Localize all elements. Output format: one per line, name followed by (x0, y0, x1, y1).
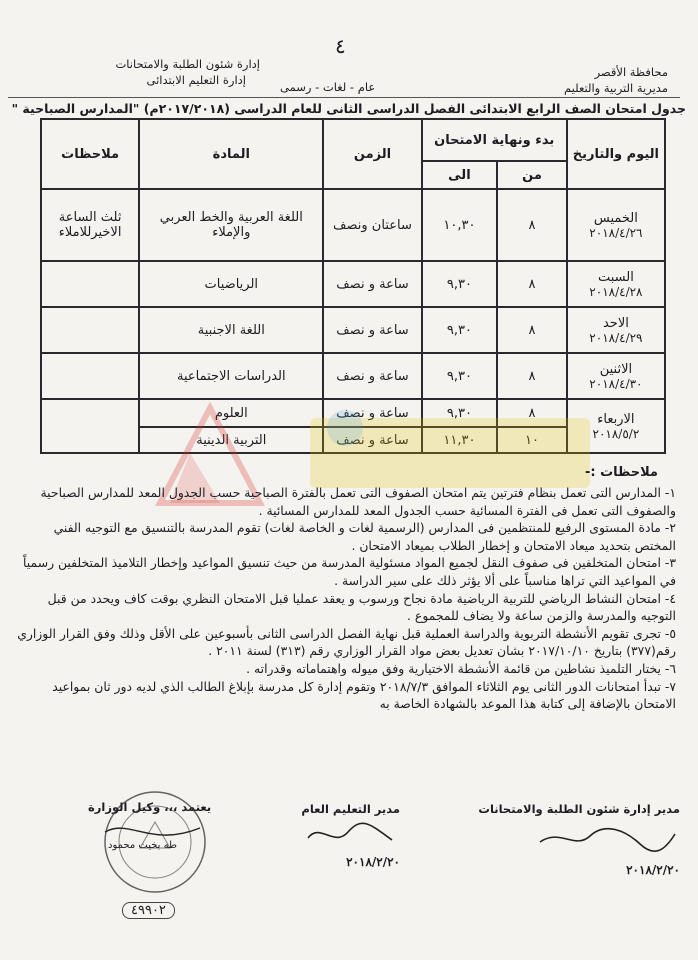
from-cell: ٨ (497, 307, 567, 353)
table-row (41, 261, 665, 307)
page-number: ٤ (335, 34, 346, 58)
table-row (41, 353, 665, 399)
handwritten-signature-icon (300, 818, 400, 852)
to-cell: ٩,٣٠ (422, 353, 498, 399)
student-affairs-label: إدارة شئون الطلبة والامتحانات (115, 57, 260, 71)
day-cell (567, 399, 665, 453)
school-type-label: عام - لغات - رسمى (280, 80, 376, 94)
handwritten-signature-icon (530, 820, 680, 860)
note-item: ٢- مادة المستوى الرفيع للمنتظمين فى المدارس (الرسمية لغات و الخاصة لغات) تقوم المدرسة بالتنسيق مع التوجيه الفني المختص بتحديد ميعاد الامتحان و إخطار الطلاب بميعاد الامتحان . (53, 520, 676, 553)
day-cell (567, 189, 665, 261)
note-cell (41, 353, 139, 399)
day-cell (567, 307, 665, 353)
note-cell (41, 307, 139, 353)
day-name: الاثنين (599, 361, 633, 377)
header-notes: ملاحظات (41, 119, 139, 189)
day-cell (567, 353, 665, 399)
day-name: الخميس (593, 210, 638, 226)
signature-title: مدير إدارة شئون الطلبة والامتحانات (478, 802, 680, 816)
signature-date: ٢٠١٨/٢/٢٠ (626, 863, 680, 877)
note-item: ٣- امتحان المتخلفين فى صفوف النقل لجميع المواد مسئولية المدرسة من حيث تنسيق المواعيد وإخطار التلاميذ المتخلفين رسمياً في المواعيد التي تراها مناسباً على ألا يؤثر ذلك على سير الدراسة . (23, 555, 676, 588)
header-from: من (497, 161, 567, 189)
from-cell: ٨ (497, 353, 567, 399)
duration-cell: ساعة و نصف (323, 427, 421, 453)
header-to: الى (422, 161, 498, 189)
signature-date: ٢٠١٨/٢/٢٠ (346, 855, 400, 869)
primary-edu-label: إدارة التعليم الابتدائى (146, 73, 246, 87)
to-cell: ٩,٣٠ (422, 261, 498, 307)
to-cell: ٩,٣٠ (422, 399, 498, 427)
header-start-end: بدء ونهاية الامتحان (422, 119, 567, 161)
header-duration: الزمن (323, 119, 421, 189)
exam-schedule-table (40, 118, 666, 454)
signature-title: يعتمد ،،، وكيل الوزارة (88, 800, 212, 814)
duration-cell: ساعة و نصف (323, 261, 421, 307)
table-row (41, 307, 665, 353)
governorate-label: محافظة الأقصر (594, 65, 668, 79)
subject-cell: الدراسات الاجتماعية (139, 353, 323, 399)
day-date: ٢٠١٨/٤/٢٦ (589, 225, 643, 240)
from-cell: ٨ (497, 189, 567, 261)
note-item: ٤- امتحان النشاط الرياضي للتربية الرياضية مادة نجاح ورسوب و يعقد عمليا قبل الامتحان النظري بوقت كاف ويحدد من قبل التوجيه والمدرسة والزمن ساعة ولا يضاف للمجموع . (47, 590, 676, 624)
header-left (100, 56, 260, 88)
header-right (508, 64, 668, 96)
subject-cell: اللغة الاجنبية (139, 307, 323, 353)
subject-cell: التربية الدينية (139, 427, 323, 453)
header-subject: المادة (139, 119, 323, 189)
directorate-label: مديرية التربية والتعليم (564, 81, 668, 95)
note-item: ٧- تبدأ امتحانات الدور الثانى يوم الثلاثاء الموافق ٢٠١٨/٧/٣ وتقوم إدارة كل مدرسة بإبلاغ الطالب الذي لديه دور ثان بمواعيد الامتحان بالإضافة إلى كتابة هذا الموعد بالشهادة الخاصة به (52, 678, 676, 712)
day-name: الاربعاء (597, 411, 635, 427)
day-name: السبت (597, 269, 634, 285)
notes-list (16, 484, 676, 713)
table-row (41, 399, 665, 427)
subject-cell: اللغة العربية والخط العربي والإملاء (139, 189, 323, 261)
note-item: ٦- يختار التلميذ نشاطين من قائمة الأنشطة الاختيارية وفق ميوله واهتماماته وقدراته . (246, 660, 676, 676)
subject-cell: العلوم (139, 399, 323, 427)
day-date: ٢٠١٨/٤/٢٩ (589, 330, 643, 345)
day-date: ٢٠١٨/٤/٣٠ (589, 376, 643, 391)
note-item: ١- المدارس التى تعمل بنظام فترتين يتم امتحان الصفوف التى تعمل بالفترة الصباحية حسب الجدول المعد للمدارس الصباحية والصفوف التى تعمل فى الفترة المسائية حسب الجدول المعد للمدارس المسائية . (40, 485, 676, 518)
signature-student-affairs (478, 802, 680, 877)
table-header-row (41, 119, 665, 161)
duration-cell: ساعتان ونصف (323, 189, 421, 261)
note-cell (41, 261, 139, 307)
notes-heading: ملاحظات :- (584, 465, 658, 480)
duration-cell: ساعة و نصف (323, 399, 421, 427)
from-cell: ٨ (497, 261, 567, 307)
to-cell: ١٠,٣٠ (422, 189, 498, 261)
note-item: ٥- تجرى تقويم الأنشطة التربوية والدراسة العملية قبل نهاية الفصل الدراسى الثانى بأسبوعين على الأقل وذلك وفق القرار الوزاري رقم(٣٧٧) بتاريخ ٢٠١٧/١٠/١٠ بشان تعديل بعض مواد القرار الوزاري رقم (٣١٣) لسنة ٢٠١١ . (17, 625, 676, 659)
duration-cell: ساعة و نصف (323, 307, 421, 353)
day-date: ٢٠١٨/٤/٢٨ (589, 284, 643, 299)
signature-general-education (300, 802, 400, 869)
header-day-date: اليوم والتاريخ (567, 119, 665, 189)
subject-cell: الرياضيات (139, 261, 323, 307)
from-cell: ٨ (497, 399, 567, 427)
from-cell: ١٠ (497, 427, 567, 453)
day-date: ٢٠١٨/٥/٢ (592, 426, 640, 441)
header-rule (8, 97, 680, 98)
day-cell (567, 261, 665, 307)
note-cell: ثلث الساعة الاخيرللاملاء (41, 189, 139, 261)
to-cell: ١١,٣٠ (422, 427, 498, 453)
note-cell (41, 399, 139, 453)
table-row (41, 189, 665, 261)
document-title: جدول امتحان الصف الرابع الابتدائى الفصل الدراسى الثانى للعام الدراسى (٢٠١٧/٢٠١٨م) "المدارس الصباحية " (11, 101, 686, 116)
to-cell: ٩,٣٠ (422, 307, 498, 353)
stamp-number: ٤٩٩٠٢ (122, 902, 175, 919)
approver-name: طه بخيت محمود (108, 840, 177, 851)
day-name: الاحد (602, 315, 629, 331)
duration-cell: ساعة و نصف (323, 353, 421, 399)
signature-title: مدير التعليم العام (301, 802, 400, 816)
